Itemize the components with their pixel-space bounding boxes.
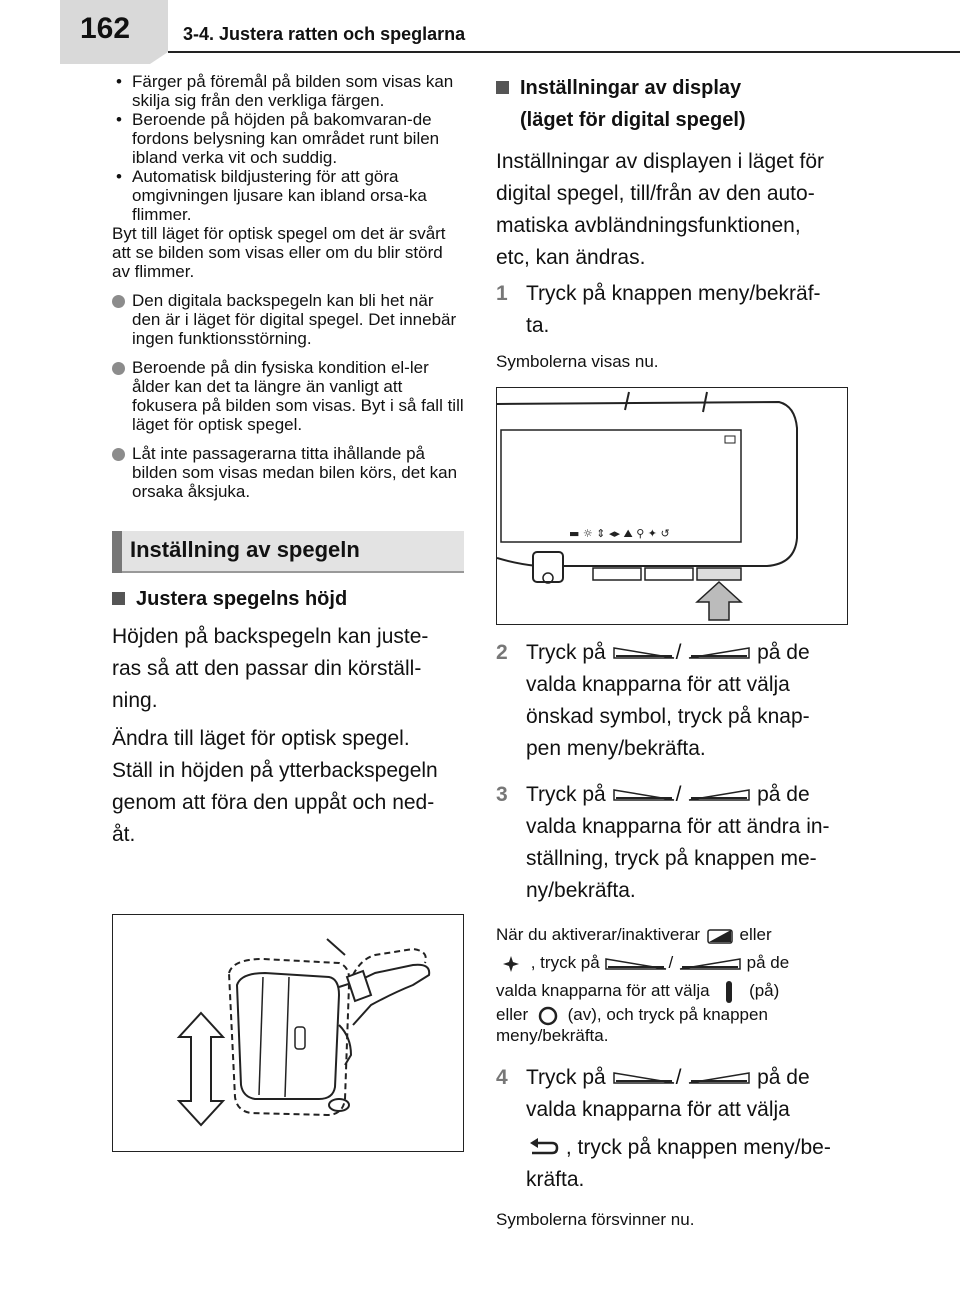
left-button-icon xyxy=(604,957,668,971)
subheading-mirror-height: Justera spegelns höjd xyxy=(112,583,464,615)
flicker-advice: Byt till läget för optisk spegel om det är svårt att se bilden som visas eller om du blir störd av flimmer. xyxy=(112,224,446,281)
note-item: Den digitala backspegeln kan bli het när den är i läget för digital spegel. Det innebär ingen funktionsstörning. xyxy=(112,291,464,348)
sparkle-icon xyxy=(496,955,526,973)
step-2: 2 Tryck på / på de valda knapparna för att välja önskad symbol, tryck på knap- pen meny/bekräfta. xyxy=(496,637,848,765)
list-item: • Beroende på höjden på bakomvaran-de fordons belysning kan området runt bilen ibland verka vit och suddig. xyxy=(116,110,440,167)
page-number: 162 xyxy=(80,12,131,45)
digital-mirror-illustration xyxy=(497,388,847,624)
mirror-height-paragraph: Höjden på backspegeln kan juste- ras så att den passar din körställ- ning. xyxy=(112,625,429,712)
svg-text:▬ ☼ ⇕ ◂▸ ⛰ ⚲ ✦ ↺: ▬ ☼ ⇕ ◂▸ ⛰ ⚲ ✦ ↺ xyxy=(569,527,670,540)
step-4-note: Symbolerna försvinner nu. xyxy=(496,1209,695,1229)
step-number: 2 xyxy=(496,641,508,664)
return-arrow-icon xyxy=(526,1137,560,1159)
step-number: 4 xyxy=(496,1065,508,1089)
section-heading-box xyxy=(112,531,464,573)
step-number: 1 xyxy=(496,282,508,305)
section-title: 3-4. Justera ratten och speglarna xyxy=(183,24,466,44)
on-bar-icon xyxy=(714,980,744,1004)
step-3: 3 Tryck på / på de valda knapparna för att ändra in- ställning, tryck på knappen me- ny/bekräfta. xyxy=(496,779,848,907)
square-bullet-icon xyxy=(112,592,125,605)
right-button-icon xyxy=(687,646,751,660)
right-column xyxy=(496,72,848,1229)
display-intro-paragraph: Inställningar av displayen i läget för digital spegel, till/från av den auto- matiska avbländningsfunktionen, etc, kan ändras. xyxy=(496,150,825,269)
mirror-adjust-illustration xyxy=(113,915,463,1151)
subheading-display-settings: Inställningar av display (läget för digital spegel) xyxy=(496,72,848,136)
right-button-icon xyxy=(687,788,751,802)
page-header xyxy=(0,0,960,64)
section-heading: Inställning av spegeln xyxy=(130,537,360,562)
step-number: 3 xyxy=(496,783,508,806)
left-button-icon xyxy=(612,1071,676,1085)
header-background xyxy=(0,0,960,64)
list-item: • Automatisk bildjustering för att göra omgivningen ljusare kan ibland orsa-ka flimmer. xyxy=(116,167,427,224)
left-button-icon xyxy=(612,788,676,802)
caution-bullet-list xyxy=(112,72,464,224)
left-column xyxy=(112,72,464,851)
right-button-icon xyxy=(687,1071,751,1085)
mirror-height-figure xyxy=(112,914,464,1152)
up-arrow-icon xyxy=(697,582,741,620)
bullet-circle-icon xyxy=(112,295,125,308)
list-item: • Färger på föremål på bilden som visas kan skilja sig från den verkliga färgen. xyxy=(116,72,454,110)
right-button-icon xyxy=(678,957,742,971)
step-1: 1 Tryck på knappen meny/bekräf- ta. xyxy=(496,278,848,342)
digital-mirror-figure xyxy=(496,387,848,625)
bullet-circle-icon xyxy=(112,362,125,375)
note-item: Låt inte passagerarna titta ihållande på bilden som visas medan bilen körs, det kan orsaka åksjuka. xyxy=(112,444,464,501)
auto-dim-icon xyxy=(705,927,735,945)
step-4: 4 Tryck på / på de valda knapparna för att välja , tryck på knappen meny/be- kräfta. xyxy=(496,1062,848,1196)
step-1-note: Symbolerna visas nu. xyxy=(496,352,659,371)
square-bullet-icon xyxy=(496,81,509,94)
bullet-circle-icon xyxy=(112,448,125,461)
note-item: Beroende på din fysiska kondition el-ler ålder kan det ta längre än vanligt att fokusera på bilden som visas. Byt i så fall till läget för optisk spegel. xyxy=(112,358,464,434)
up-down-arrow-icon xyxy=(179,1013,223,1125)
left-button-icon xyxy=(612,646,676,660)
optical-mode-paragraph: Ändra till läget för optisk spegel. Ställ in höjden på ytterbackspegeln genom att föra den uppåt och ned- åt. xyxy=(112,727,438,846)
off-circle-icon xyxy=(533,1006,563,1026)
symbol-note: När du aktiverar/inaktiverar eller , tryck på / på de valda knapparna för att välja (på) eller (av), och tryck på knappen meny/bekräfta. xyxy=(496,925,790,1045)
